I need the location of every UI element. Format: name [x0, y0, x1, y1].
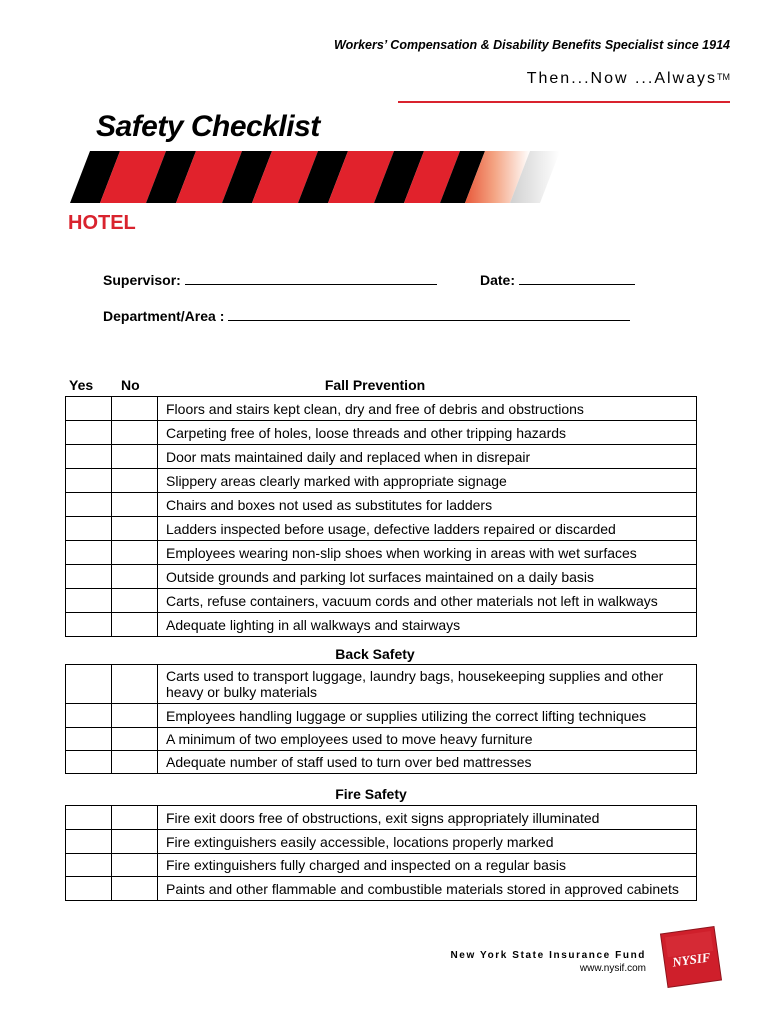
no-checkbox[interactable] [112, 397, 158, 421]
no-checkbox[interactable] [112, 565, 158, 589]
item-text: Carts, refuse containers, vacuum cords and other materials not left in walkways [158, 589, 697, 613]
yes-checkbox[interactable] [66, 445, 112, 469]
table-row [66, 445, 697, 469]
item-text: Ladders inspected before usage, defective ladders repaired or discarded [158, 517, 697, 541]
yes-column-header: Yes [69, 377, 94, 393]
date-field[interactable] [480, 272, 635, 288]
item-text: Paints and other flammable and combustible materials stored in approved cabinets [158, 877, 697, 901]
department-field[interactable] [103, 308, 630, 324]
department-line[interactable] [228, 308, 630, 321]
no-checkbox[interactable] [112, 469, 158, 493]
section-title-back-safety: Back Safety [335, 646, 415, 662]
table-row [66, 493, 697, 517]
no-checkbox[interactable] [112, 728, 158, 751]
yes-checkbox[interactable] [66, 830, 112, 854]
yes-checkbox[interactable] [66, 469, 112, 493]
document-subtitle: HOTEL [68, 212, 136, 234]
table-row [66, 541, 697, 565]
table-row [66, 806, 697, 830]
fire-safety-table [65, 805, 697, 901]
yes-checkbox[interactable] [66, 665, 112, 704]
yes-checkbox[interactable] [66, 854, 112, 877]
yes-checkbox[interactable] [66, 877, 112, 901]
item-text: Carpeting free of holes, loose threads and other tripping hazards [158, 421, 697, 445]
page-title: Safety Checklist [96, 110, 320, 143]
yes-checkbox[interactable] [66, 806, 112, 830]
yes-checkbox[interactable] [66, 704, 112, 728]
item-text: Outside grounds and parking lot surfaces maintained on a daily basis [158, 565, 697, 589]
no-checkbox[interactable] [112, 665, 158, 704]
yes-checkbox[interactable] [66, 728, 112, 751]
no-column-header: No [121, 377, 140, 393]
item-text: A minimum of two employees used to move heavy furniture [158, 728, 697, 751]
yes-checkbox[interactable] [66, 493, 112, 517]
supervisor-field[interactable] [103, 272, 437, 288]
no-checkbox[interactable] [112, 806, 158, 830]
no-checkbox[interactable] [112, 613, 158, 637]
yes-checkbox[interactable] [66, 589, 112, 613]
yes-checkbox[interactable] [66, 397, 112, 421]
item-text: Fire extinguishers easily accessible, locations properly marked [158, 830, 697, 854]
motto-text: Then...Now ...Always [526, 70, 717, 87]
table-row [66, 751, 697, 774]
item-text: Employees handling luggage or supplies utilizing the correct lifting techniques [158, 704, 697, 728]
no-checkbox[interactable] [112, 751, 158, 774]
item-text: Fire extinguishers fully charged and inspected on a regular basis [158, 854, 697, 877]
fall-prevention-table [65, 396, 697, 637]
table-row [66, 397, 697, 421]
footer-org-name: New York State Insurance Fund [450, 950, 646, 961]
item-text: Employees wearing non-slip shoes when working in areas with wet surfaces [158, 541, 697, 565]
item-text: Adequate number of staff used to turn over bed mattresses [158, 751, 697, 774]
logo-text: NYSIF [671, 949, 712, 970]
no-checkbox[interactable] [112, 541, 158, 565]
yes-checkbox[interactable] [66, 751, 112, 774]
no-checkbox[interactable] [112, 421, 158, 445]
table-row [66, 421, 697, 445]
table-row [66, 665, 697, 704]
nysif-logo [658, 924, 724, 990]
yes-checkbox[interactable] [66, 541, 112, 565]
footer-url[interactable]: www.nysif.com [579, 963, 646, 974]
no-checkbox[interactable] [112, 493, 158, 517]
item-text: Chairs and boxes not used as substitutes for ladders [158, 493, 697, 517]
supervisor-line[interactable] [185, 272, 437, 285]
header-motto [527, 70, 730, 88]
no-checkbox[interactable] [112, 589, 158, 613]
header-tagline: Workers’ Compensation & Disability Benefits Specialist since 1914 [334, 38, 730, 52]
item-text: Fire exit doors free of obstructions, exit signs appropriately illuminated [158, 806, 697, 830]
date-line[interactable] [519, 272, 635, 285]
no-checkbox[interactable] [112, 830, 158, 854]
table-row [66, 728, 697, 751]
no-checkbox[interactable] [112, 517, 158, 541]
section-title-fall-prevention: Fall Prevention [324, 377, 426, 393]
table-row [66, 704, 697, 728]
table-row [66, 517, 697, 541]
section-title-fire-safety: Fire Safety [335, 786, 407, 802]
table-row [66, 613, 697, 637]
item-text: Floors and stairs kept clean, dry and free of debris and obstructions [158, 397, 697, 421]
table-row [66, 589, 697, 613]
item-text: Door mats maintained daily and replaced when in disrepair [158, 445, 697, 469]
table-row [66, 877, 697, 901]
table-row [66, 469, 697, 493]
table-row [66, 830, 697, 854]
no-checkbox[interactable] [112, 854, 158, 877]
yes-checkbox[interactable] [66, 421, 112, 445]
back-safety-table [65, 664, 697, 774]
yes-checkbox[interactable] [66, 613, 112, 637]
department-label: Department/Area : [103, 308, 225, 324]
no-checkbox[interactable] [112, 445, 158, 469]
item-text: Adequate lighting in all walkways and stairways [158, 613, 697, 637]
decorative-stripe-banner [60, 151, 560, 203]
header-divider [398, 101, 730, 103]
no-checkbox[interactable] [112, 704, 158, 728]
table-row [66, 854, 697, 877]
yes-checkbox[interactable] [66, 565, 112, 589]
yes-checkbox[interactable] [66, 517, 112, 541]
date-label: Date: [480, 272, 516, 288]
table-row [66, 565, 697, 589]
supervisor-label: Supervisor: [103, 272, 181, 288]
no-checkbox[interactable] [112, 877, 158, 901]
trademark-mark: TM [717, 72, 730, 82]
item-text: Slippery areas clearly marked with appropriate signage [158, 469, 697, 493]
item-text: Carts used to transport luggage, laundry bags, housekeeping supplies and other heavy or bulky materials [158, 665, 697, 704]
